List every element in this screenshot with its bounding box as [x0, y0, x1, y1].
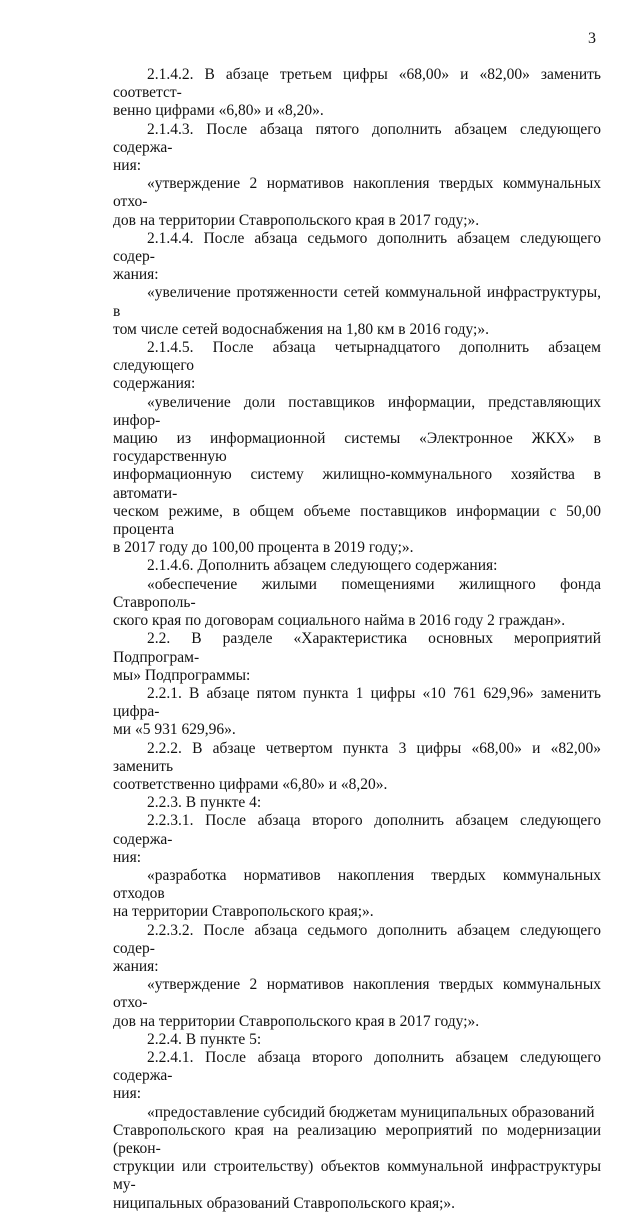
quoted-paragraph: «обеспечение жилыми помещениями жилищного фонда Ставрополь- ского края по договорам социального найма в 2016 году 2 граждан». — [113, 575, 601, 630]
paragraph-2-1-4-5: 2.1.4.5. После абзаца четырнадцатого дополнить абзацем следующего содержания: — [113, 339, 601, 393]
paragraph-2-1-4-4: 2.1.4.4. После абзаца седьмого дополнить абзацем следующего содер- жания: — [113, 229, 601, 284]
quoted-paragraph: «утверждение 2 нормативов накопления твердых коммунальных отхо- дов на территории Ставропольского края в 2017 году;». — [113, 175, 601, 229]
paragraph-2-2-3: 2.2.3. В пункте 4: — [147, 794, 262, 812]
page-number: 3 — [588, 30, 596, 47]
quoted-paragraph: «увеличение протяженности сетей коммунальной инфраструктуры, в том числе сетей водоснабжения на 1,80 км в 2016 году;». — [113, 284, 601, 338]
paragraph-2-2-2: 2.2.2. В абзаце четвертом пункта 3 цифры «68,00» и «82,00» заменить соответственно цифрами «6,80» и «8,20». — [113, 739, 601, 793]
document-body — [113, 66, 601, 1213]
paragraph-2-1-4-3: 2.1.4.3. После абзаца пятого дополнить абзацем следующего содержа- ния: — [113, 120, 601, 175]
paragraph-2-1-4-6: 2.1.4.6. Дополнить абзацем следующего содержания: — [147, 557, 498, 575]
quoted-paragraph: «увеличение доли поставщиков информации, представляющих инфор- мацию из информационной системы «Электронное ЖКХ» в государственную информационную систему жилищно-коммунального хозяйства в автомати- ческом режиме, в общем объеме поставщиков информации с 50,00 процента в 2017 году до 100,00 процента в 2019 году;». — [113, 393, 601, 557]
paragraph-2-2-4-1: 2.2.4.1. После абзаца второго дополнить абзацем следующего содержа- ния: — [113, 1048, 601, 1103]
quoted-paragraph: «утверждение 2 нормативов накопления твердых коммунальных отхо- дов на территории Ставропольского края в 2017 году;». — [113, 976, 601, 1030]
paragraph-2-2: 2.2. В разделе «Характеристика основных мероприятий Подпрограм- мы» Подпрограммы: — [113, 630, 601, 684]
paragraph-2-2-3-1: 2.2.3.1. После абзаца второго дополнить абзацем следующего содержа- ния: — [113, 812, 601, 866]
quoted-paragraph: «предоставление субсидий бюджетам муниципальных образований Ставропольского края на реализацию мероприятий по модернизации (рекон- струкции или строительству) объектов коммунальной инфраструктуры му- ниципальных образований Ставропольского края;». — [113, 1103, 601, 1212]
paragraph-2-2-3-2: 2.2.3.2. После абзаца седьмого дополнить абзацем следующего содер- жания: — [113, 921, 601, 975]
quoted-paragraph: «разработка нормативов накопления твердых коммунальных отходов на территории Ставропольского края;». — [113, 866, 601, 921]
paragraph-2-2-1: 2.2.1. В абзаце пятом пункта 1 цифры «10 761 629,96» заменить цифра- ми «5 931 629,96». — [113, 684, 601, 739]
paragraph-2-1-4-2: 2.1.4.2. В абзаце третьем цифры «68,00» и «82,00» заменить соответст- венно цифрами «6,80» и «8,20». — [113, 66, 601, 120]
paragraph-2-2-4: 2.2.4. В пункте 5: — [147, 1030, 262, 1048]
